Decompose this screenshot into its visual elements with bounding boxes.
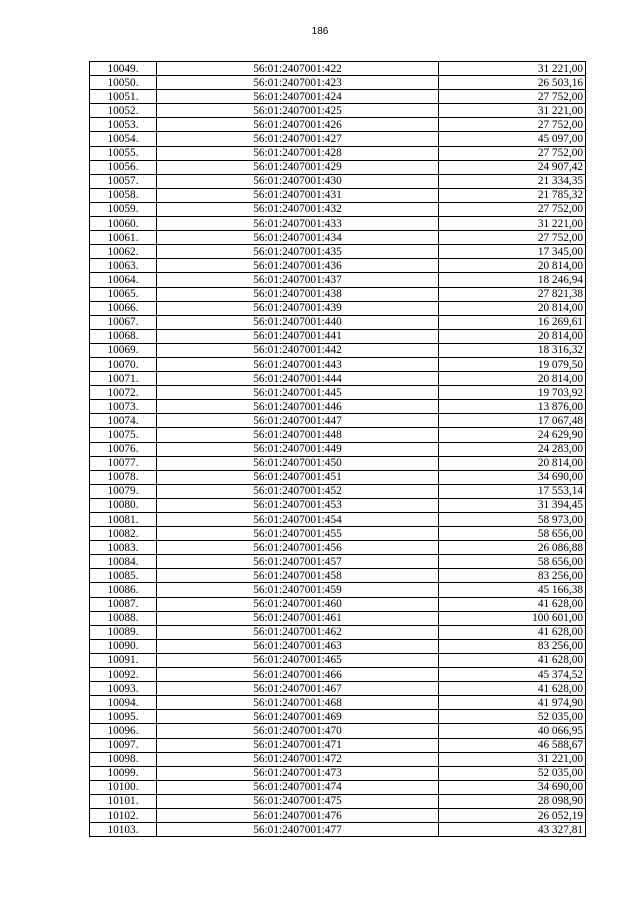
value-cell: 20 814,00 (439, 259, 586, 273)
row-number-cell: 10049. (90, 62, 157, 76)
row-number-cell: 10076. (90, 442, 157, 456)
value-cell: 26 503,16 (439, 76, 586, 90)
table-row (90, 414, 586, 428)
table-row (90, 188, 586, 202)
table-row (90, 315, 586, 329)
value-cell: 20 814,00 (439, 456, 586, 470)
row-number-cell: 10081. (90, 513, 157, 527)
table-row (90, 625, 586, 639)
row-number-cell: 10052. (90, 104, 157, 118)
cadastral-number-cell: 56:01:2407001:450 (157, 456, 439, 470)
table-row (90, 245, 586, 259)
row-number-cell: 10050. (90, 76, 157, 90)
table-row (90, 62, 586, 76)
row-number-cell: 10065. (90, 287, 157, 301)
cadastral-number-cell: 56:01:2407001:455 (157, 527, 439, 541)
row-number-cell: 10088. (90, 611, 157, 625)
row-number-cell: 10084. (90, 555, 157, 569)
cadastral-number-cell: 56:01:2407001:466 (157, 668, 439, 682)
table-row (90, 217, 586, 231)
row-number-cell: 10078. (90, 470, 157, 484)
row-number-cell: 10079. (90, 484, 157, 498)
cadastral-number-cell: 56:01:2407001:473 (157, 766, 439, 780)
table-row (90, 639, 586, 653)
row-number-cell: 10101. (90, 794, 157, 808)
cadastral-number-cell: 56:01:2407001:431 (157, 188, 439, 202)
value-cell: 13 876,00 (439, 400, 586, 414)
row-number-cell: 10072. (90, 386, 157, 400)
row-number-cell: 10058. (90, 188, 157, 202)
row-number-cell: 10087. (90, 597, 157, 611)
row-number-cell: 10061. (90, 231, 157, 245)
table-row (90, 231, 586, 245)
cadastral-number-cell: 56:01:2407001:463 (157, 639, 439, 653)
cadastral-number-cell: 56:01:2407001:445 (157, 386, 439, 400)
table-row (90, 202, 586, 216)
table-row (90, 738, 586, 752)
value-cell: 83 256,00 (439, 639, 586, 653)
cadastral-number-cell: 56:01:2407001:452 (157, 484, 439, 498)
table-row (90, 696, 586, 710)
cadastral-number-cell: 56:01:2407001:429 (157, 160, 439, 174)
table-row (90, 484, 586, 498)
table-row (90, 259, 586, 273)
row-number-cell: 10092. (90, 668, 157, 682)
cadastral-number-cell: 56:01:2407001:458 (157, 569, 439, 583)
row-number-cell: 10090. (90, 639, 157, 653)
value-cell: 24 283,00 (439, 442, 586, 456)
value-cell: 19 079,50 (439, 357, 586, 371)
registry-table-body (90, 62, 586, 837)
row-number-cell: 10080. (90, 498, 157, 512)
table-row (90, 498, 586, 512)
cadastral-number-cell: 56:01:2407001:434 (157, 231, 439, 245)
value-cell: 17 345,00 (439, 245, 586, 259)
value-cell: 41 628,00 (439, 625, 586, 639)
row-number-cell: 10067. (90, 315, 157, 329)
table-row (90, 653, 586, 667)
cadastral-number-cell: 56:01:2407001:454 (157, 513, 439, 527)
table-row (90, 146, 586, 160)
table-row (90, 527, 586, 541)
row-number-cell: 10053. (90, 118, 157, 132)
table-row (90, 668, 586, 682)
cadastral-number-cell: 56:01:2407001:443 (157, 357, 439, 371)
value-cell: 18 246,94 (439, 273, 586, 287)
cadastral-number-cell: 56:01:2407001:469 (157, 710, 439, 724)
table-row (90, 513, 586, 527)
row-number-cell: 10099. (90, 766, 157, 780)
row-number-cell: 10095. (90, 710, 157, 724)
row-number-cell: 10091. (90, 653, 157, 667)
table-row (90, 118, 586, 132)
table-row (90, 555, 586, 569)
table-row (90, 724, 586, 738)
value-cell: 41 628,00 (439, 597, 586, 611)
cadastral-number-cell: 56:01:2407001:442 (157, 343, 439, 357)
cadastral-number-cell: 56:01:2407001:459 (157, 583, 439, 597)
row-number-cell: 10069. (90, 343, 157, 357)
row-number-cell: 10102. (90, 808, 157, 822)
table-row (90, 428, 586, 442)
value-cell: 45 166,38 (439, 583, 586, 597)
cadastral-number-cell: 56:01:2407001:461 (157, 611, 439, 625)
table-row (90, 752, 586, 766)
table-row (90, 343, 586, 357)
table-row (90, 442, 586, 456)
cadastral-number-cell: 56:01:2407001:430 (157, 174, 439, 188)
row-number-cell: 10062. (90, 245, 157, 259)
table-row (90, 76, 586, 90)
row-number-cell: 10074. (90, 414, 157, 428)
table-row (90, 766, 586, 780)
cadastral-number-cell: 56:01:2407001:471 (157, 738, 439, 752)
table-row (90, 569, 586, 583)
cadastral-number-cell: 56:01:2407001:438 (157, 287, 439, 301)
cadastral-number-cell: 56:01:2407001:437 (157, 273, 439, 287)
cadastral-number-cell: 56:01:2407001:470 (157, 724, 439, 738)
cadastral-number-cell: 56:01:2407001:423 (157, 76, 439, 90)
table-row (90, 823, 586, 837)
cadastral-number-cell: 56:01:2407001:462 (157, 625, 439, 639)
cadastral-number-cell: 56:01:2407001:447 (157, 414, 439, 428)
table-row (90, 287, 586, 301)
row-number-cell: 10054. (90, 132, 157, 146)
table-row (90, 710, 586, 724)
value-cell: 31 221,00 (439, 217, 586, 231)
row-number-cell: 10096. (90, 724, 157, 738)
value-cell: 52 035,00 (439, 766, 586, 780)
cadastral-number-cell: 56:01:2407001:435 (157, 245, 439, 259)
cadastral-number-cell: 56:01:2407001:436 (157, 259, 439, 273)
table-row (90, 470, 586, 484)
value-cell: 17 553,14 (439, 484, 586, 498)
cadastral-number-cell: 56:01:2407001:449 (157, 442, 439, 456)
value-cell: 24 629,90 (439, 428, 586, 442)
table-row (90, 301, 586, 315)
value-cell: 20 814,00 (439, 301, 586, 315)
table-row (90, 104, 586, 118)
value-cell: 27 821,38 (439, 287, 586, 301)
row-number-cell: 10086. (90, 583, 157, 597)
table-row (90, 808, 586, 822)
cadastral-number-cell: 56:01:2407001:476 (157, 808, 439, 822)
table-row (90, 794, 586, 808)
row-number-cell: 10075. (90, 428, 157, 442)
cadastral-number-cell: 56:01:2407001:428 (157, 146, 439, 160)
value-cell: 26 052,19 (439, 808, 586, 822)
row-number-cell: 10059. (90, 202, 157, 216)
row-number-cell: 10055. (90, 146, 157, 160)
cadastral-number-cell: 56:01:2407001:475 (157, 794, 439, 808)
value-cell: 46 588,67 (439, 738, 586, 752)
cadastral-number-cell: 56:01:2407001:433 (157, 217, 439, 231)
row-number-cell: 10051. (90, 90, 157, 104)
cadastral-number-cell: 56:01:2407001:474 (157, 780, 439, 794)
cadastral-number-cell: 56:01:2407001:465 (157, 653, 439, 667)
table-row (90, 273, 586, 287)
value-cell: 40 066,95 (439, 724, 586, 738)
cadastral-number-cell: 56:01:2407001:432 (157, 202, 439, 216)
value-cell: 31 221,00 (439, 104, 586, 118)
row-number-cell: 10082. (90, 527, 157, 541)
cadastral-number-cell: 56:01:2407001:451 (157, 470, 439, 484)
value-cell: 27 752,00 (439, 146, 586, 160)
value-cell: 20 814,00 (439, 372, 586, 386)
value-cell: 27 752,00 (439, 118, 586, 132)
table-row (90, 682, 586, 696)
value-cell: 20 814,00 (439, 329, 586, 343)
row-number-cell: 10100. (90, 780, 157, 794)
value-cell: 18 316,32 (439, 343, 586, 357)
row-number-cell: 10068. (90, 329, 157, 343)
table-row (90, 780, 586, 794)
value-cell: 31 394,45 (439, 498, 586, 512)
table-row (90, 400, 586, 414)
table-row (90, 583, 586, 597)
table-row (90, 357, 586, 371)
table-row (90, 174, 586, 188)
value-cell: 16 269,61 (439, 315, 586, 329)
registry-table (89, 61, 586, 837)
table-row (90, 90, 586, 104)
value-cell: 28 098,90 (439, 794, 586, 808)
row-number-cell: 10064. (90, 273, 157, 287)
value-cell: 34 690,00 (439, 470, 586, 484)
value-cell: 19 703,92 (439, 386, 586, 400)
row-number-cell: 10060. (90, 217, 157, 231)
value-cell: 17 067,48 (439, 414, 586, 428)
cadastral-number-cell: 56:01:2407001:444 (157, 372, 439, 386)
row-number-cell: 10094. (90, 696, 157, 710)
value-cell: 58 973,00 (439, 513, 586, 527)
table-row (90, 597, 586, 611)
table-row (90, 611, 586, 625)
value-cell: 52 035,00 (439, 710, 586, 724)
table-row (90, 372, 586, 386)
cadastral-number-cell: 56:01:2407001:441 (157, 329, 439, 343)
cadastral-number-cell: 56:01:2407001:446 (157, 400, 439, 414)
value-cell: 58 656,00 (439, 527, 586, 541)
table-row (90, 456, 586, 470)
cadastral-number-cell: 56:01:2407001:426 (157, 118, 439, 132)
value-cell: 41 628,00 (439, 682, 586, 696)
value-cell: 27 752,00 (439, 90, 586, 104)
value-cell: 45 097,00 (439, 132, 586, 146)
cadastral-number-cell: 56:01:2407001:439 (157, 301, 439, 315)
cadastral-number-cell: 56:01:2407001:472 (157, 752, 439, 766)
page-number: 186 (311, 26, 329, 37)
cadastral-number-cell: 56:01:2407001:456 (157, 541, 439, 555)
value-cell: 83 256,00 (439, 569, 586, 583)
value-cell: 45 374,52 (439, 668, 586, 682)
row-number-cell: 10093. (90, 682, 157, 696)
row-number-cell: 10103. (90, 823, 157, 837)
value-cell: 26 086,88 (439, 541, 586, 555)
value-cell: 31 221,00 (439, 62, 586, 76)
cadastral-number-cell: 56:01:2407001:453 (157, 498, 439, 512)
row-number-cell: 10070. (90, 357, 157, 371)
cadastral-number-cell: 56:01:2407001:460 (157, 597, 439, 611)
row-number-cell: 10056. (90, 160, 157, 174)
row-number-cell: 10057. (90, 174, 157, 188)
value-cell: 21 785,32 (439, 188, 586, 202)
cadastral-number-cell: 56:01:2407001:422 (157, 62, 439, 76)
table-row (90, 160, 586, 174)
table-row (90, 132, 586, 146)
row-number-cell: 10077. (90, 456, 157, 470)
value-cell: 31 221,00 (439, 752, 586, 766)
value-cell: 43 327,81 (439, 823, 586, 837)
row-number-cell: 10089. (90, 625, 157, 639)
value-cell: 21 334,35 (439, 174, 586, 188)
table-row (90, 386, 586, 400)
cadastral-number-cell: 56:01:2407001:427 (157, 132, 439, 146)
value-cell: 100 601,00 (439, 611, 586, 625)
cadastral-number-cell: 56:01:2407001:448 (157, 428, 439, 442)
row-number-cell: 10063. (90, 259, 157, 273)
cadastral-number-cell: 56:01:2407001:457 (157, 555, 439, 569)
value-cell: 41 974,90 (439, 696, 586, 710)
row-number-cell: 10066. (90, 301, 157, 315)
value-cell: 27 752,00 (439, 231, 586, 245)
cadastral-number-cell: 56:01:2407001:467 (157, 682, 439, 696)
row-number-cell: 10097. (90, 738, 157, 752)
cadastral-number-cell: 56:01:2407001:477 (157, 823, 439, 837)
table-row (90, 541, 586, 555)
row-number-cell: 10085. (90, 569, 157, 583)
value-cell: 58 656,00 (439, 555, 586, 569)
table-row (90, 329, 586, 343)
value-cell: 34 690,00 (439, 780, 586, 794)
cadastral-number-cell: 56:01:2407001:440 (157, 315, 439, 329)
cadastral-number-cell: 56:01:2407001:424 (157, 90, 439, 104)
value-cell: 41 628,00 (439, 653, 586, 667)
row-number-cell: 10098. (90, 752, 157, 766)
value-cell: 24 907,42 (439, 160, 586, 174)
row-number-cell: 10083. (90, 541, 157, 555)
row-number-cell: 10071. (90, 372, 157, 386)
cadastral-number-cell: 56:01:2407001:468 (157, 696, 439, 710)
row-number-cell: 10073. (90, 400, 157, 414)
value-cell: 27 752,00 (439, 202, 586, 216)
cadastral-number-cell: 56:01:2407001:425 (157, 104, 439, 118)
